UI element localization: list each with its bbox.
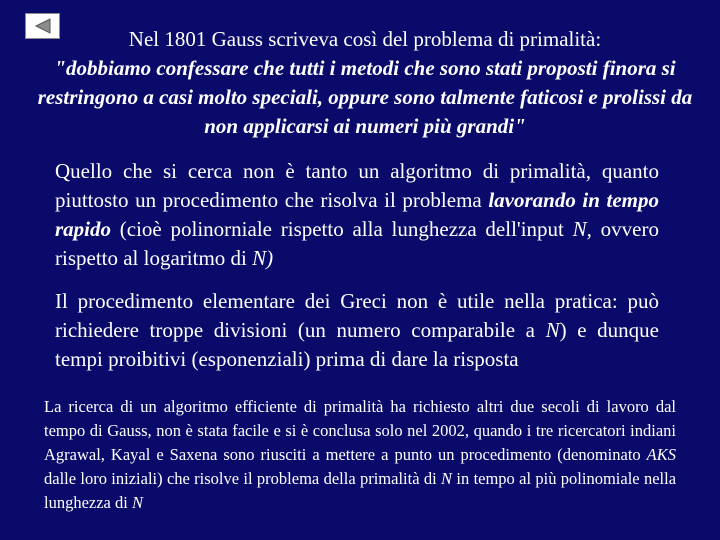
para3-text-2: dalle loro iniziali) che risolve il problema della primalità di bbox=[44, 469, 442, 488]
para3-var-n1: N bbox=[441, 469, 453, 488]
para3-text-3: in tempo al più polinomiale nella lunghezza di bbox=[44, 469, 677, 512]
para3-var-n2: N bbox=[131, 493, 143, 512]
para1-text-2: (cioè polinorniale rispetto alla lunghezza dell'input bbox=[111, 217, 573, 241]
para2-var-n: N bbox=[545, 318, 560, 342]
para1-var-n1: N, bbox=[572, 217, 592, 241]
para2-text-1: Il procedimento elementare dei Greci non è utile nella pratica: può richiedere troppe divisioni (un numero comparabile a bbox=[55, 289, 659, 342]
para1-text-1: Quello che si cerca non è tanto un algoritmo di primalità, quanto piuttosto un procedimento che risolva il problema bbox=[55, 159, 659, 212]
para2-text-2: ) e dunque tempi proibitivi (esponenziali) prima di dare la risposta bbox=[55, 318, 659, 371]
para3-aks: AKS bbox=[646, 445, 676, 464]
paragraph-aks bbox=[44, 395, 676, 515]
para1-var-n2: N) bbox=[252, 246, 274, 270]
para3-text-1: La ricerca di un algoritmo efficiente di primalità ha richiesto altri due secoli di lavoro dal tempo di Gauss, non è stata facile e si è conclusa solo nel 2002, quando i tre ricercatori indiani Agrawal, Kayal e Saxena sono riusciti a mettere a punto un procedimento (denominato bbox=[44, 397, 676, 464]
intro-line: Nel 1801 Gauss scriveva così del problema di primalità: bbox=[128, 27, 602, 51]
gauss-quote: "dobbiamo confessare che tutti i metodi che sono stati proposti finora si restringono a casi molto speciali, oppure sono talmente faticosi e prolissi da non applicarsi ai numeri più grandi" bbox=[37, 56, 693, 138]
intro-block bbox=[30, 25, 700, 141]
para1-emphasis: lavorando in tempo rapido bbox=[55, 188, 659, 241]
paragraph-greek-method bbox=[55, 287, 659, 374]
para1-text-3: ovvero rispetto al logaritmo di bbox=[55, 217, 659, 270]
paragraph-algorithm bbox=[55, 157, 659, 273]
